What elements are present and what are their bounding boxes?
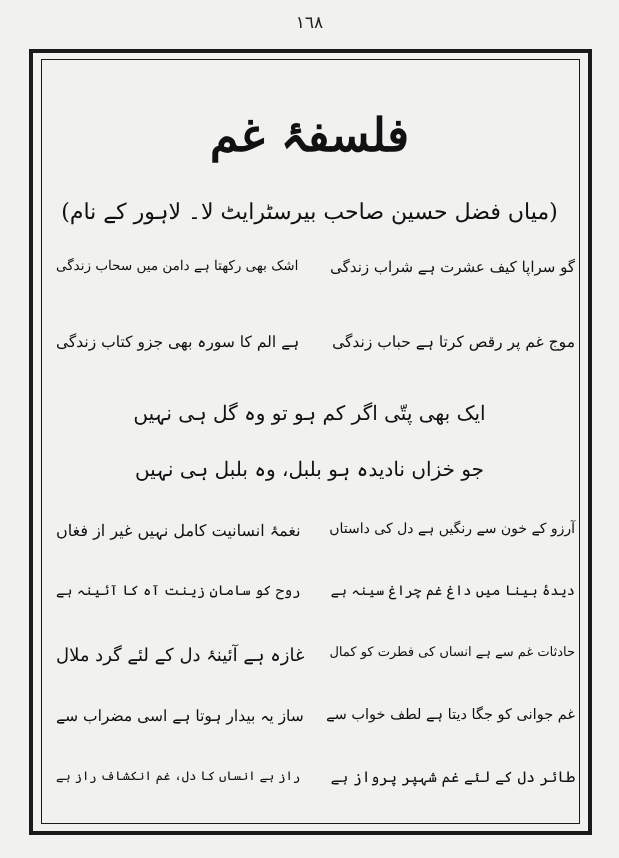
- verse-6-left: ساز یہ بیدار ہوتا ہے اسی مضراب سے: [56, 707, 304, 725]
- verse-7-left: راز ہے انساں کا دل، غم انکشاف راز ہے: [56, 768, 301, 783]
- verse-7-right: طائر دل کے لئے غم شہپر پرواز ہے: [330, 768, 575, 786]
- verse-6-right: غم جوانی کو جگا دیتا ہے لطف خواب سے: [326, 707, 575, 723]
- center-verse-1: ایک بھی پتّی اگر کم ہو تو وہ گل ہی نہیں: [133, 401, 486, 425]
- center-verse-2: جو خزاں نادیدہ ہو بلبل، وہ بلبل ہی نہیں: [134, 457, 485, 481]
- verse-5-right: حادثات غم سے ہے انساں کی فطرت کو کمال: [329, 645, 575, 660]
- verse-2-right: موج غم پر رقص کرتا ہے حباب زندگی: [332, 333, 575, 351]
- poem-title: فلسفۂ غم: [209, 108, 410, 162]
- verse-2-left: ہے الم کا سورہ بھی جزو کتاب زندگی: [56, 333, 300, 351]
- verse-1-left: اشک بھی رکھتا ہے دامن میں سحاب زندگی: [56, 258, 299, 274]
- verse-4-left: روح کو سامان زینت آہ کا آئینہ ہے: [56, 583, 301, 599]
- verse-3-right: آرزو کے خون سے رنگیں ہے دل کی داستاں: [329, 521, 575, 537]
- verse-5-left: غازہ ہے آئینۂ دل کے لئے گرد ملال: [56, 645, 305, 666]
- verse-3-left: نغمۂ انسانیت کامل نہیں غیر از فغاں: [56, 521, 301, 540]
- page-number: ۱٦۸: [295, 13, 324, 33]
- verse-4-right: دیدۂ بینا میں داغ غم چراغ سینہ ہے: [330, 583, 575, 599]
- verse-1-right: گو سراپا کیف عشرت ہے شراب زندگی: [330, 258, 575, 276]
- poem-dedication: (میاں فضل حسین صاحب بیرسٹرایٹ لا۔ لاہور کے نام): [61, 200, 558, 225]
